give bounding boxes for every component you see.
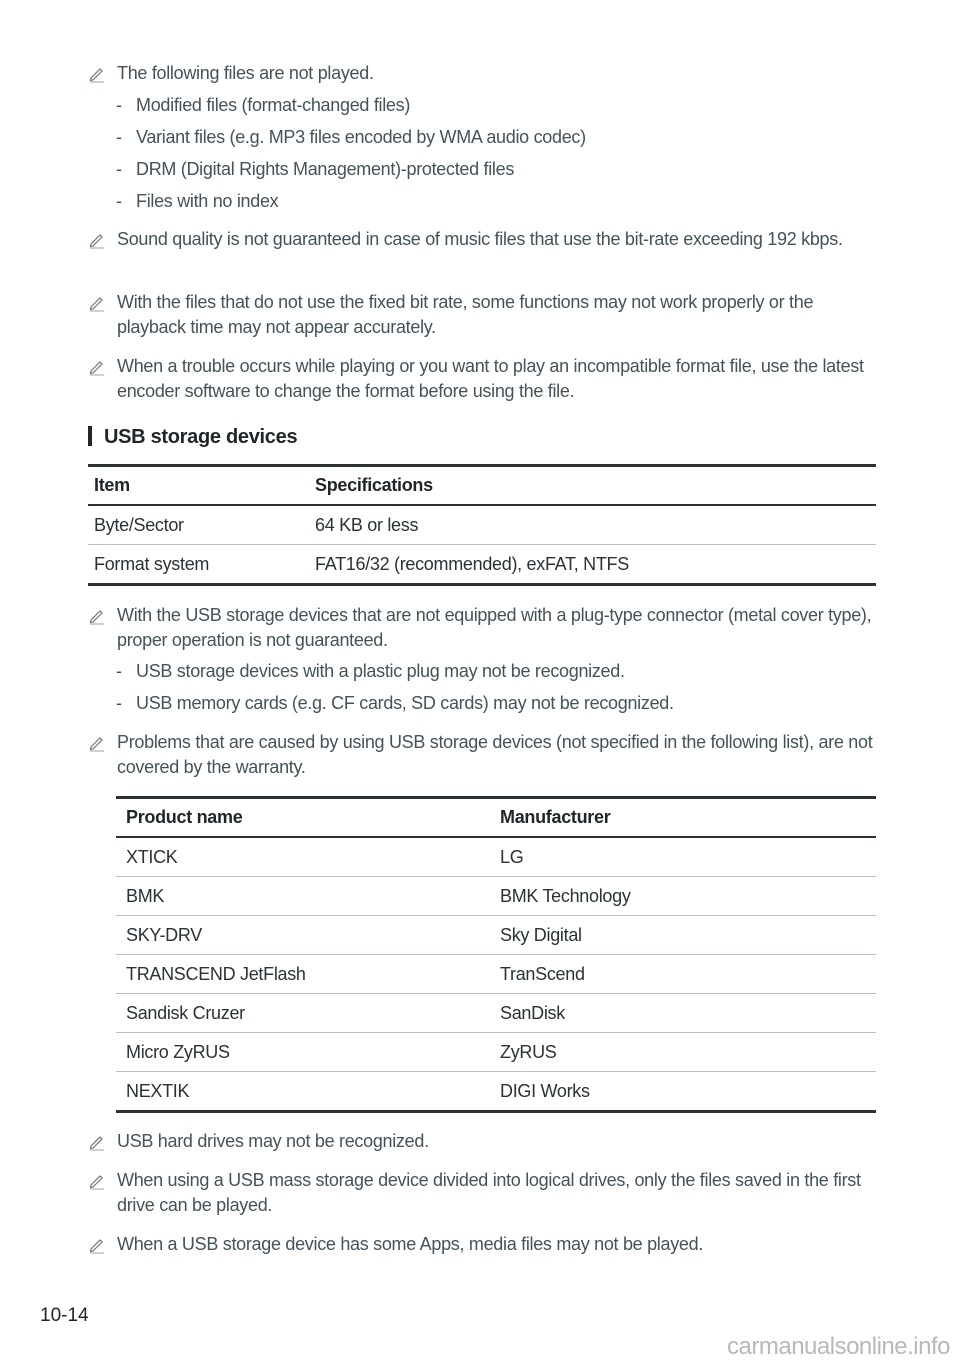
table-cell: 64 KB or less	[315, 505, 876, 545]
table-row	[88, 505, 876, 545]
note-item	[88, 1168, 878, 1218]
note-text: When a trouble occurs while playing or you want to play an incompatible format file, use the latest encoder software to change the format before using the file.	[117, 356, 864, 401]
sub-item	[116, 189, 876, 214]
table-row	[116, 1072, 876, 1112]
table-row	[116, 1033, 876, 1072]
table-row	[88, 545, 876, 585]
column-header: Manufacturer	[500, 798, 876, 838]
watermark: carmanualsonline.info	[727, 1333, 950, 1360]
table-cell: BMK Technology	[500, 877, 876, 916]
table-cell: Byte/Sector	[88, 505, 315, 545]
dash-marker: -	[116, 693, 122, 713]
sub-item-text: Modified files (format-changed files)	[136, 95, 411, 115]
table-cell: DIGI Works	[500, 1072, 876, 1112]
sub-item	[116, 157, 876, 182]
table-row	[116, 994, 876, 1033]
pencil-icon	[88, 734, 106, 752]
sub-item	[116, 125, 876, 150]
note-item	[88, 61, 878, 86]
pencil-icon	[88, 1236, 106, 1254]
note-text: Sound quality is not guaranteed in case of music files that use the bit-rate exceeding 192 kbps.	[117, 229, 843, 249]
sub-item-text: USB memory cards (e.g. CF cards, SD cards) may not be recognized.	[136, 693, 674, 713]
note-text: With the files that do not use the fixed bit rate, some functions may not work properly or the playback time may not appear accurately.	[117, 292, 814, 337]
column-header: Item	[88, 466, 315, 506]
note-text: USB hard drives may not be recognized.	[117, 1131, 429, 1151]
table-cell: Sky Digital	[500, 916, 876, 955]
heading-bar	[88, 426, 92, 446]
note-item	[88, 290, 878, 340]
dash-marker: -	[116, 95, 122, 115]
page-number: 10-14	[40, 1305, 89, 1326]
table-row	[116, 837, 876, 877]
pencil-icon	[88, 607, 106, 625]
pencil-icon	[88, 65, 106, 83]
note-text: When using a USB mass storage device divided into logical drives, only the files saved in the first drive can be played.	[117, 1170, 861, 1215]
note-item	[88, 354, 878, 404]
table-cell: FAT16/32 (recommended), exFAT, NTFS	[315, 545, 876, 585]
dash-marker: -	[116, 661, 122, 681]
sub-item-text: Files with no index	[136, 191, 279, 211]
sub-item	[116, 93, 876, 118]
dash-marker: -	[116, 191, 122, 211]
note-item	[88, 227, 878, 252]
note-item	[88, 1232, 878, 1257]
section-heading	[88, 423, 297, 451]
pencil-icon	[88, 1133, 106, 1151]
table-cell: Format system	[88, 545, 315, 585]
column-header: Specifications	[315, 466, 876, 506]
pencil-icon	[88, 358, 106, 376]
note-item	[88, 1129, 878, 1154]
sub-item-text: USB storage devices with a plastic plug may not be recognized.	[136, 661, 625, 681]
section-title-text: USB storage devices	[104, 426, 298, 448]
table-cell: Sandisk Cruzer	[116, 994, 500, 1033]
note-item	[88, 730, 878, 780]
usb-spec-table	[88, 464, 876, 586]
pencil-icon	[88, 294, 106, 312]
table-header-row	[88, 466, 876, 506]
compatible-devices-table	[116, 796, 876, 1113]
table-row	[116, 877, 876, 916]
note-text: The following files are not played.	[117, 63, 374, 83]
note-text: When a USB storage device has some Apps, media files may not be played.	[117, 1234, 704, 1254]
note-text: Problems that are caused by using USB storage devices (not specified in the following list), are not covered by the warranty.	[117, 732, 873, 777]
table-cell: BMK	[116, 877, 500, 916]
dash-marker: -	[116, 127, 122, 147]
sub-item-text: DRM (Digital Rights Management)-protected files	[136, 159, 515, 179]
table-cell: TRANSCEND JetFlash	[116, 955, 500, 994]
dash-marker: -	[116, 159, 122, 179]
column-header: Product name	[116, 798, 500, 838]
table-cell: XTICK	[116, 837, 500, 877]
table-cell: SanDisk	[500, 994, 876, 1033]
table-row	[116, 916, 876, 955]
sub-item	[116, 659, 876, 684]
table-cell: NEXTIK	[116, 1072, 500, 1112]
note-text: With the USB storage devices that are not equipped with a plug-type connector (metal cover type), proper operation is not guaranteed.	[117, 605, 872, 650]
table-row	[116, 955, 876, 994]
pencil-icon	[88, 231, 106, 249]
table-cell: ZyRUS	[500, 1033, 876, 1072]
table-cell: TranScend	[500, 955, 876, 994]
sub-item	[116, 691, 876, 716]
table-header-row	[116, 798, 876, 838]
table-cell: SKY-DRV	[116, 916, 500, 955]
pencil-icon	[88, 1172, 106, 1190]
sub-item-text: Variant files (e.g. MP3 files encoded by WMA audio codec)	[136, 127, 586, 147]
table-cell: Micro ZyRUS	[116, 1033, 500, 1072]
table-cell: LG	[500, 837, 876, 877]
note-item	[88, 603, 878, 653]
